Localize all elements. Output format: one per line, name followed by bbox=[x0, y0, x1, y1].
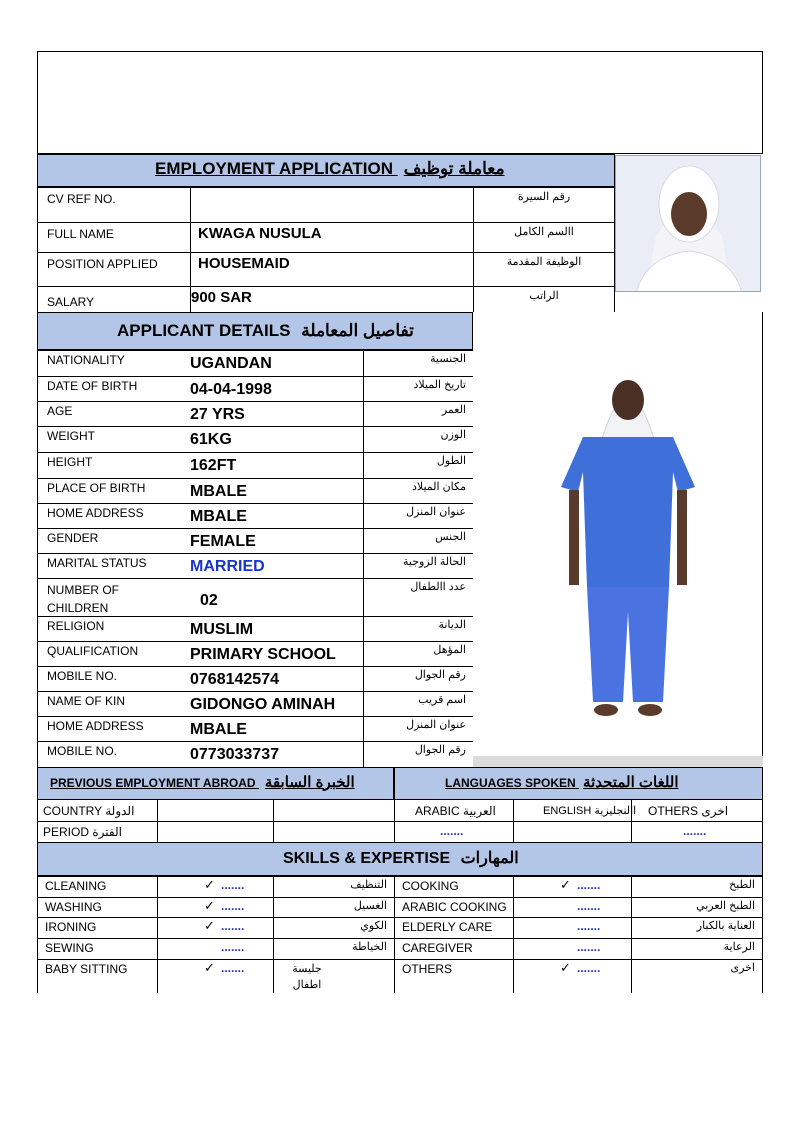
applicant-row-arabic: رقم الجوال bbox=[414, 744, 466, 756]
skill-arabic: الطبخ العربي bbox=[696, 900, 755, 912]
top-row-label: FULL NAME bbox=[47, 227, 114, 241]
skill-arabic: الخياطة bbox=[352, 941, 387, 953]
col-line bbox=[473, 187, 474, 312]
applicant-row-label: DATE OF BIRTH bbox=[47, 379, 138, 393]
row-line bbox=[37, 641, 473, 642]
skill-dots: ....... bbox=[221, 899, 245, 913]
full-body-photo bbox=[473, 312, 763, 767]
skill-check: ✓ bbox=[204, 918, 215, 933]
skill-label: CAREGIVER bbox=[402, 941, 473, 955]
applicant-row-value: 0768142574 bbox=[190, 671, 279, 688]
row-line bbox=[37, 222, 615, 223]
top-row-label: CV REF NO. bbox=[47, 192, 116, 206]
skill-label: ARABIC COOKING bbox=[402, 900, 507, 914]
skill-arabic: الغسيل bbox=[353, 900, 387, 912]
row-line bbox=[37, 350, 473, 351]
skill-check: ✓ bbox=[560, 960, 571, 975]
skill-check: ✓ bbox=[204, 960, 215, 975]
row-line bbox=[37, 741, 473, 742]
applicant-row-value: MBALE bbox=[190, 508, 247, 525]
applicant-row-arabic: عدد االطفال bbox=[410, 581, 466, 593]
applicant-row-value: PRIMARY SCHOOL bbox=[190, 646, 336, 663]
skill-dots: ....... bbox=[577, 940, 601, 954]
skill-arabic: الطبخ bbox=[729, 879, 755, 891]
applicant-row-value: 0773033737 bbox=[190, 746, 279, 763]
skill-check: ✓ bbox=[204, 898, 215, 913]
country-label: COUNTRY الدولة bbox=[43, 804, 135, 818]
skill-dots: ....... bbox=[577, 899, 601, 913]
applicant-row-arabic: الديانة bbox=[438, 619, 466, 631]
applicant-title-ar: تفاصيل المعاملة bbox=[301, 321, 414, 340]
row-line bbox=[37, 503, 473, 504]
row-line bbox=[37, 478, 473, 479]
applicant-row-arabic: المؤهل bbox=[433, 644, 466, 656]
top-row-arabic: رقم السيرة bbox=[517, 191, 571, 203]
skill-label: BABY SITTING bbox=[45, 962, 128, 976]
top-row-arabic: االسم الكامل bbox=[514, 226, 574, 238]
applicant-row-value: FEMALE bbox=[190, 533, 256, 550]
skill-label: COOKING bbox=[402, 879, 459, 893]
arabic-level: ....... bbox=[440, 824, 464, 838]
previous-employment-title-ar: الخبرة السابقة bbox=[264, 774, 355, 791]
divider bbox=[37, 821, 763, 822]
others-level: ....... bbox=[683, 824, 707, 838]
col-line bbox=[513, 876, 514, 993]
employment-title bbox=[155, 159, 505, 179]
applicant-row-arabic: تاريخ الميلاد bbox=[413, 379, 466, 391]
row-line bbox=[37, 426, 473, 427]
applicant-row-arabic: العمر bbox=[441, 404, 466, 416]
skill-dots: ....... bbox=[221, 878, 245, 892]
col-line bbox=[37, 187, 38, 312]
row-line bbox=[37, 376, 473, 377]
row-line bbox=[37, 897, 763, 898]
skills-title-ar: المهارات bbox=[460, 850, 519, 867]
applicant-row-label: HOME ADDRESS bbox=[47, 719, 144, 733]
applicant-title-en: APPLICANT DETAILS bbox=[117, 321, 291, 340]
employment-title-ar: معاملة توظيف bbox=[403, 159, 505, 178]
languages-title-ar: اللغات المتحدثة bbox=[583, 774, 679, 791]
row-line bbox=[37, 452, 473, 453]
applicant-row-label: NUMBER OF CHILDREN bbox=[47, 583, 119, 615]
applicant-row-label: MARITAL STATUS bbox=[47, 556, 147, 570]
divider bbox=[513, 800, 514, 842]
row-line bbox=[37, 578, 473, 579]
applicant-row-arabic: الجنسية bbox=[430, 353, 466, 365]
row-line bbox=[37, 528, 473, 529]
language-others: OTHERS اخرى bbox=[648, 804, 729, 818]
employment-title-en: EMPLOYMENT APPLICATION bbox=[155, 159, 393, 178]
applicant-row-label: GENDER bbox=[47, 531, 99, 545]
divider bbox=[394, 800, 395, 842]
applicant-row-arabic: مكان الميلاد bbox=[411, 481, 466, 493]
applicant-row-label: WEIGHT bbox=[47, 429, 95, 443]
top-row-arabic: الراتب bbox=[529, 290, 559, 302]
skill-label: IRONING bbox=[45, 920, 97, 934]
skill-check: ✓ bbox=[204, 877, 215, 892]
language-english: ENGLISH االنجليزية bbox=[543, 805, 637, 817]
applicant-row-label: MOBILE NO. bbox=[47, 744, 118, 758]
applicant-row-label: RELIGION bbox=[47, 619, 105, 633]
skill-arabic: اخرى bbox=[730, 962, 755, 974]
languages-title-en: LANGUAGES SPOKEN bbox=[445, 776, 576, 790]
applicant-row-value: MARRIED bbox=[190, 558, 265, 575]
applicant-row-value: MBALE bbox=[190, 721, 247, 738]
applicant-row-arabic: رقم الجوال bbox=[414, 669, 466, 681]
skill-label: WASHING bbox=[45, 900, 102, 914]
divider bbox=[157, 800, 158, 842]
applicant-row-value: MBALE bbox=[190, 483, 247, 500]
applicant-row-value: 162FT bbox=[190, 457, 237, 474]
col-line bbox=[157, 876, 158, 993]
skill-check: ✓ bbox=[560, 877, 571, 892]
col-line bbox=[631, 876, 632, 993]
top-row-value: KWAGA NUSULA bbox=[198, 225, 322, 242]
row-line bbox=[37, 286, 615, 287]
row-line bbox=[37, 716, 473, 717]
skill-dots: ....... bbox=[221, 961, 245, 975]
applicant-row-arabic: عنوان المنزل bbox=[406, 719, 466, 731]
applicant-row-value: UGANDAN bbox=[190, 355, 272, 372]
language-arabic: ARABIC العربية bbox=[415, 804, 496, 818]
row-line bbox=[37, 691, 473, 692]
row-line bbox=[37, 553, 473, 554]
col-line bbox=[273, 876, 274, 993]
row-line bbox=[37, 401, 473, 402]
skill-arabic: الكوي bbox=[360, 920, 387, 932]
row-line bbox=[37, 187, 615, 188]
col-line bbox=[363, 350, 364, 767]
applicant-row-label: NAME OF KIN bbox=[47, 694, 126, 708]
skill-label: CLEANING bbox=[45, 879, 107, 893]
applicant-row-label: HOME ADDRESS bbox=[47, 506, 144, 520]
row-line bbox=[37, 938, 763, 939]
skill-label: SEWING bbox=[45, 941, 94, 955]
skill-label: OTHERS bbox=[402, 962, 453, 976]
skills-title bbox=[283, 848, 519, 868]
letterhead-box bbox=[37, 51, 763, 154]
applicant-row-arabic: اسم قريب bbox=[418, 694, 466, 706]
applicant-row-arabic: الطول bbox=[436, 455, 466, 467]
applicant-row-value: GIDONGO AMINAH bbox=[190, 696, 336, 713]
row-line bbox=[37, 959, 763, 960]
top-row-label: POSITION APPLIED bbox=[47, 257, 158, 271]
previous-employment-title-en: PREVIOUS EMPLOYMENT ABROAD bbox=[50, 776, 256, 790]
top-row-value: 900 SAR bbox=[191, 289, 252, 306]
applicant-row-arabic: الوزن bbox=[440, 429, 466, 441]
row-line bbox=[37, 917, 763, 918]
languages-title bbox=[445, 773, 679, 791]
applicant-row-value: 27 YRS bbox=[190, 406, 245, 423]
skill-dots: ....... bbox=[577, 919, 601, 933]
skill-dots: ....... bbox=[221, 940, 245, 954]
applicant-row-label: HEIGHT bbox=[47, 455, 93, 469]
portrait-photo bbox=[615, 155, 761, 292]
period-label: PERIOD الفترة bbox=[43, 825, 122, 839]
applicant-row-label: PLACE OF BIRTH bbox=[47, 481, 146, 495]
skill-arabic: جليسة اطفال bbox=[292, 963, 322, 991]
row-line bbox=[37, 252, 615, 253]
row-line bbox=[37, 876, 763, 877]
applicant-row-label: QUALIFICATION bbox=[47, 644, 139, 658]
applicant-row-label: AGE bbox=[47, 404, 73, 418]
skill-arabic: الرعاية bbox=[723, 941, 755, 953]
skill-dots: ....... bbox=[577, 961, 601, 975]
skill-dots: ....... bbox=[577, 878, 601, 892]
top-row-label: SALARY bbox=[47, 295, 95, 309]
applicant-row-value: 61KG bbox=[190, 431, 232, 448]
divider bbox=[762, 800, 763, 842]
top-row-arabic: الوظيفة المقدمة bbox=[506, 256, 582, 268]
applicant-row-value: MUSLIM bbox=[190, 621, 254, 638]
previous-employment-title bbox=[50, 773, 355, 791]
col-line bbox=[37, 350, 38, 767]
skill-label: ELDERLY CARE bbox=[402, 920, 493, 934]
applicant-row-arabic: الجنس bbox=[435, 531, 466, 543]
top-row-value: HOUSEMAID bbox=[198, 255, 290, 272]
skill-dots: ....... bbox=[221, 919, 245, 933]
applicant-title bbox=[117, 321, 414, 341]
applicant-row-value: 02 bbox=[200, 592, 218, 609]
applicant-row-value: 04-04-1998 bbox=[190, 381, 272, 398]
col-line bbox=[394, 876, 395, 993]
applicant-row-arabic: الحالة الزوجية bbox=[403, 556, 466, 568]
skill-arabic: العناية بالكبار bbox=[696, 920, 755, 932]
applicant-row-arabic: عنوان المنزل bbox=[406, 506, 466, 518]
divider bbox=[37, 800, 38, 842]
col-line bbox=[762, 876, 763, 993]
row-line bbox=[37, 666, 473, 667]
skills-title-en: SKILLS & EXPERTISE bbox=[283, 850, 451, 867]
divider bbox=[273, 800, 274, 842]
applicant-row-label: NATIONALITY bbox=[47, 353, 125, 367]
col-line bbox=[37, 876, 38, 993]
skill-arabic: التنظيف bbox=[350, 879, 387, 891]
applicant-row-label: MOBILE NO. bbox=[47, 669, 118, 683]
